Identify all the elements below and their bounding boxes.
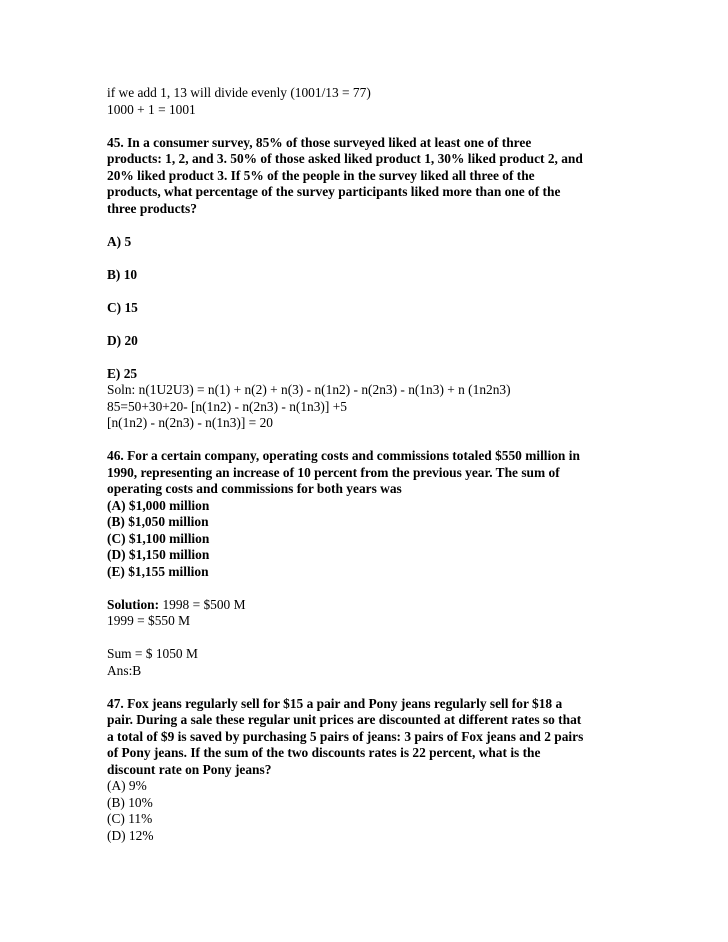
q46-option-b: (B) $1,050 million bbox=[107, 514, 209, 529]
spacer bbox=[107, 679, 707, 696]
spacer bbox=[107, 316, 707, 333]
q47-question-line: pair. During a sale these regular unit prices are discounted at different rates so that bbox=[107, 712, 582, 727]
q45-option-d: D) 20 bbox=[107, 332, 138, 348]
q47-question-line: 47. Fox jeans regularly sell for $15 a pair and Pony jeans regularly sell for $18 a bbox=[107, 695, 563, 711]
spacer bbox=[107, 349, 707, 366]
q46-option-c: (C) $1,100 million bbox=[107, 530, 210, 546]
q45-question-line: 20% liked product 3. If 5% of the people in the survey liked all three of the bbox=[107, 167, 535, 183]
q47-option-a: (A) 9% bbox=[107, 778, 147, 793]
document-page bbox=[107, 85, 707, 844]
q46-option-e: (E) $1,155 million bbox=[107, 563, 209, 579]
spacer bbox=[107, 432, 707, 449]
spacer bbox=[107, 118, 707, 135]
q45-question-line: products, what percentage of the survey participants liked more than one of the bbox=[107, 184, 561, 199]
q45-solution-line: 85=50+30+20- [n(1n2) - n(2n3) - n(1n3)] +5 bbox=[107, 398, 347, 414]
q46-sum: Sum = $ 1050 M bbox=[107, 646, 198, 661]
q46-question-line: 46. For a certain company, operating costs and commissions totaled $550 million in bbox=[107, 448, 580, 463]
q45-solution-line: [n(1n2) - n(2n3) - n(1n3)] = 20 bbox=[107, 415, 273, 430]
q46-answer: Ans:B bbox=[107, 662, 142, 678]
q45-solution-line: Soln: n(1U2U3) = n(1) + n(2) + n(3) - n(1n2) - n(2n3) - n(1n3) + n (1n2n3) bbox=[107, 382, 511, 397]
spacer bbox=[107, 283, 707, 300]
q46-solution-label: Solution: bbox=[107, 596, 160, 612]
spacer bbox=[107, 217, 707, 234]
q47-option-c: (C) 11% bbox=[107, 811, 153, 826]
spacer bbox=[107, 630, 707, 647]
spacer bbox=[107, 580, 707, 597]
q46-solution-line-2: 1999 = $550 M bbox=[107, 613, 191, 628]
q45-question-line: three products? bbox=[107, 200, 197, 216]
q47-question-line: discount rate on Pony jeans? bbox=[107, 761, 272, 777]
q47-option-d: (D) 12% bbox=[107, 827, 154, 843]
q46-option-d: (D) $1,150 million bbox=[107, 547, 210, 562]
q46-solution-line-1 bbox=[107, 597, 707, 614]
q46-question-line: 1990, representing an increase of 10 percent from the previous year. The sum of bbox=[107, 464, 560, 480]
q45-option-a: A) 5 bbox=[107, 233, 132, 249]
q47-question-line: a total of $9 is saved by purchasing 5 pairs of jeans: 3 pairs of Fox jeans and 2 pairs bbox=[107, 728, 584, 744]
intro-line-1: if we add 1, 13 will divide evenly (1001/13 = 77) bbox=[107, 85, 371, 100]
q45-option-b: B) 10 bbox=[107, 266, 138, 282]
q45-option-c: C) 15 bbox=[107, 299, 138, 315]
q46-question-line: operating costs and commissions for both years was bbox=[107, 481, 402, 496]
q46-option-a: (A) $1,000 million bbox=[107, 497, 210, 513]
q46-solution-text: 1998 = $500 M bbox=[159, 596, 246, 612]
q45-question-line: products: 1, 2, and 3. 50% of those asked liked product 1, 30% liked product 2, and bbox=[107, 151, 583, 166]
q47-option-b: (B) 10% bbox=[107, 794, 153, 810]
spacer bbox=[107, 250, 707, 267]
q45-option-e: E) 25 bbox=[107, 365, 138, 381]
q47-question-line: of Pony jeans. If the sum of the two discounts rates is 22 percent, what is the bbox=[107, 745, 541, 760]
intro-line-2: 1000 + 1 = 1001 bbox=[107, 101, 196, 117]
q45-question-line: 45. In a consumer survey, 85% of those surveyed liked at least one of three bbox=[107, 134, 532, 150]
